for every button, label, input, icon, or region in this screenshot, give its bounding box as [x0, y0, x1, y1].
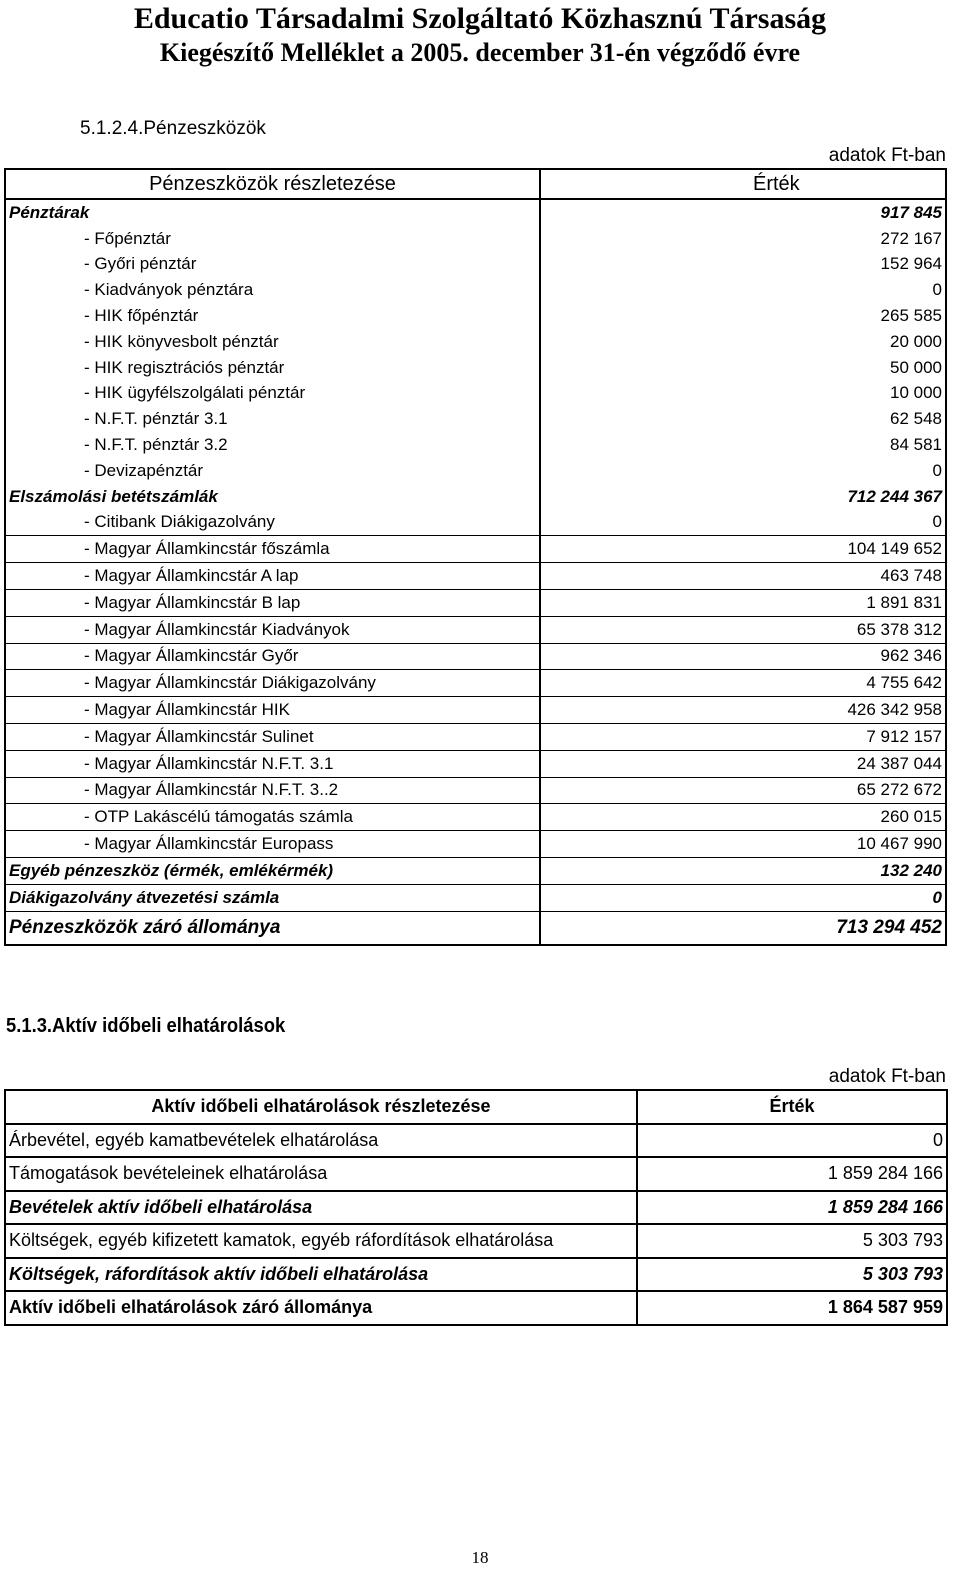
- row-label: - Magyar Államkincstár N.F.T. 3.1: [5, 750, 540, 777]
- table-header-row: [5, 169, 946, 199]
- table-header-row: [5, 1090, 947, 1124]
- table-row: [5, 1258, 947, 1292]
- table-row: [5, 381, 946, 407]
- table-row: [5, 226, 946, 252]
- page-number: 18: [471, 1548, 489, 1567]
- row-value: 0: [637, 1124, 947, 1158]
- table-row: [5, 406, 946, 432]
- table-row: [5, 199, 946, 226]
- column-header-label: Pénzeszközök részletezése: [5, 169, 540, 199]
- row-value: 1 859 284 166: [637, 1157, 947, 1191]
- column-header-value: Érték: [540, 169, 946, 199]
- unit-label-accruals: adatok Ft-ban: [828, 1066, 946, 1087]
- table-row: [5, 484, 946, 510]
- row-label: - Magyar Államkincstár Europass: [5, 831, 540, 858]
- row-label: - Magyar Államkincstár B lap: [5, 589, 540, 616]
- row-value: 265 585: [540, 303, 946, 329]
- row-label: Árbevétel, egyéb kamatbevételek elhatárolása: [5, 1124, 637, 1158]
- row-label: - Magyar Államkincstár N.F.T. 3..2: [5, 777, 540, 804]
- row-value: 0: [540, 458, 946, 484]
- row-value: 0: [540, 277, 946, 303]
- row-label: Támogatások bevételeinek elhatárolása: [5, 1157, 637, 1191]
- row-label: Költségek, ráfordítások aktív időbeli elhatárolása: [5, 1258, 637, 1292]
- table-row: [5, 616, 946, 643]
- row-label: - Kiadványok pénztára: [84, 280, 254, 300]
- table-row: [5, 857, 946, 884]
- row-value: 713 294 452: [540, 911, 946, 945]
- row-value: 0: [540, 884, 946, 911]
- row-label: - Magyar Államkincstár Győr: [5, 643, 540, 670]
- row-value: 272 167: [540, 226, 946, 252]
- table-row: [5, 884, 946, 911]
- row-value: 962 346: [540, 643, 946, 670]
- row-label: Pénztárak: [9, 202, 90, 222]
- row-value: 7 912 157: [540, 723, 946, 750]
- row-label: Aktív időbeli elhatárolások záró állománya: [5, 1291, 637, 1325]
- row-label: - Devizapénztár: [84, 460, 204, 480]
- row-label: - Citibank Diákigazolvány: [5, 510, 540, 536]
- row-label: Egyéb pénzeszköz (érmék, emlékérmék): [5, 857, 540, 884]
- table-row: [5, 697, 946, 724]
- table-row: [5, 510, 946, 536]
- section-heading-cash: 5.1.2.4.Pénzeszközök: [80, 118, 266, 139]
- row-label: - Magyar Államkincstár Kiadványok: [5, 616, 540, 643]
- row-value: 10 467 990: [540, 831, 946, 858]
- table-row: [5, 643, 946, 670]
- section-heading-accruals: 5.1.3.Aktív időbeli elhatárolások: [6, 1015, 286, 1037]
- row-value: 65 272 672: [540, 777, 946, 804]
- row-value: 62 548: [540, 406, 946, 432]
- row-value: 50 000: [540, 355, 946, 381]
- table-row: [5, 1124, 947, 1158]
- table-row: [5, 670, 946, 697]
- row-value: 426 342 958: [540, 697, 946, 724]
- table-row: [5, 277, 946, 303]
- row-value: 917 845: [540, 199, 946, 226]
- table-row: [5, 432, 946, 458]
- row-value: 152 964: [540, 252, 946, 278]
- row-label: - HIK regisztrációs pénztár: [84, 357, 285, 377]
- row-value: 65 378 312: [540, 616, 946, 643]
- table-row: [5, 329, 946, 355]
- row-value: 4 755 642: [540, 670, 946, 697]
- row-value: 20 000: [540, 329, 946, 355]
- table-row: [5, 589, 946, 616]
- table-row: [5, 723, 946, 750]
- table-row: [5, 458, 946, 484]
- table-row: [5, 1291, 947, 1325]
- row-label: - HIK főpénztár: [84, 306, 199, 326]
- table-row: [5, 1224, 947, 1258]
- document-title: Educatio Társadalmi Szolgáltató Közhasznú Társaság: [133, 2, 827, 35]
- table-row: [5, 536, 946, 563]
- row-label: - Magyar Államkincstár HIK: [5, 697, 540, 724]
- row-value: 260 015: [540, 804, 946, 831]
- table-row: [5, 911, 946, 945]
- row-label: - Magyar Államkincstár Sulinet: [5, 723, 540, 750]
- row-label: Elszámolási betétszámlák: [9, 486, 218, 506]
- row-label: Pénzeszközök záró állománya: [9, 916, 281, 938]
- row-label: Diákigazolvány átvezetési számla: [5, 884, 540, 911]
- table-row: [5, 750, 946, 777]
- row-value: 463 748: [540, 563, 946, 590]
- row-value: 5 303 793: [637, 1258, 947, 1292]
- row-label: - Magyar Államkincstár főszámla: [5, 536, 540, 563]
- table-row: [5, 563, 946, 590]
- table-row: [5, 831, 946, 858]
- table-row: [5, 252, 946, 278]
- accruals-table: [4, 1089, 948, 1326]
- row-label: - OTP Lakáscélú támogatás számla: [5, 804, 540, 831]
- row-label: - Magyar Államkincstár A lap: [5, 563, 540, 590]
- row-label: - Főpénztár: [84, 228, 171, 248]
- row-value: 1 864 587 959: [637, 1291, 947, 1325]
- table-row: [5, 1191, 947, 1225]
- row-value: 0: [540, 510, 946, 536]
- table-row: [5, 804, 946, 831]
- column-header-value: Érték: [637, 1090, 947, 1124]
- unit-label-cash: adatok Ft-ban: [828, 145, 946, 166]
- cash-table: [4, 168, 947, 946]
- row-value: 10 000: [540, 381, 946, 407]
- table-row: [5, 303, 946, 329]
- row-value: 1 859 284 166: [637, 1191, 947, 1225]
- row-label: Költségek, egyéb kifizetett kamatok, egyéb ráfordítások elhatárolása: [5, 1224, 637, 1258]
- row-value: 84 581: [540, 432, 946, 458]
- table-row: [5, 1157, 947, 1191]
- row-label: - HIK könyvesbolt pénztár: [84, 331, 279, 351]
- row-label: Bevételek aktív időbeli elhatárolása: [5, 1191, 637, 1225]
- row-value: 5 303 793: [637, 1224, 947, 1258]
- table-row: [5, 355, 946, 381]
- row-value: 1 891 831: [540, 589, 946, 616]
- column-header-label: Aktív időbeli elhatárolások részletezése: [151, 1096, 491, 1117]
- row-value: 24 387 044: [540, 750, 946, 777]
- document-subtitle: Kiegészítő Melléklet a 2005. december 31-én végződő évre: [159, 38, 801, 67]
- row-value: 712 244 367: [540, 484, 946, 510]
- row-label: - N.F.T. pénztár 3.1: [84, 409, 228, 429]
- table-row: [5, 777, 946, 804]
- row-label: - Magyar Államkincstár Diákigazolvány: [5, 670, 540, 697]
- row-label: - N.F.T. pénztár 3.2: [84, 435, 228, 455]
- row-label: - HIK ügyfélszolgálati pénztár: [84, 383, 306, 403]
- row-value: 104 149 652: [540, 536, 946, 563]
- row-label: - Győri pénztár: [84, 254, 197, 274]
- row-value: 132 240: [540, 857, 946, 884]
